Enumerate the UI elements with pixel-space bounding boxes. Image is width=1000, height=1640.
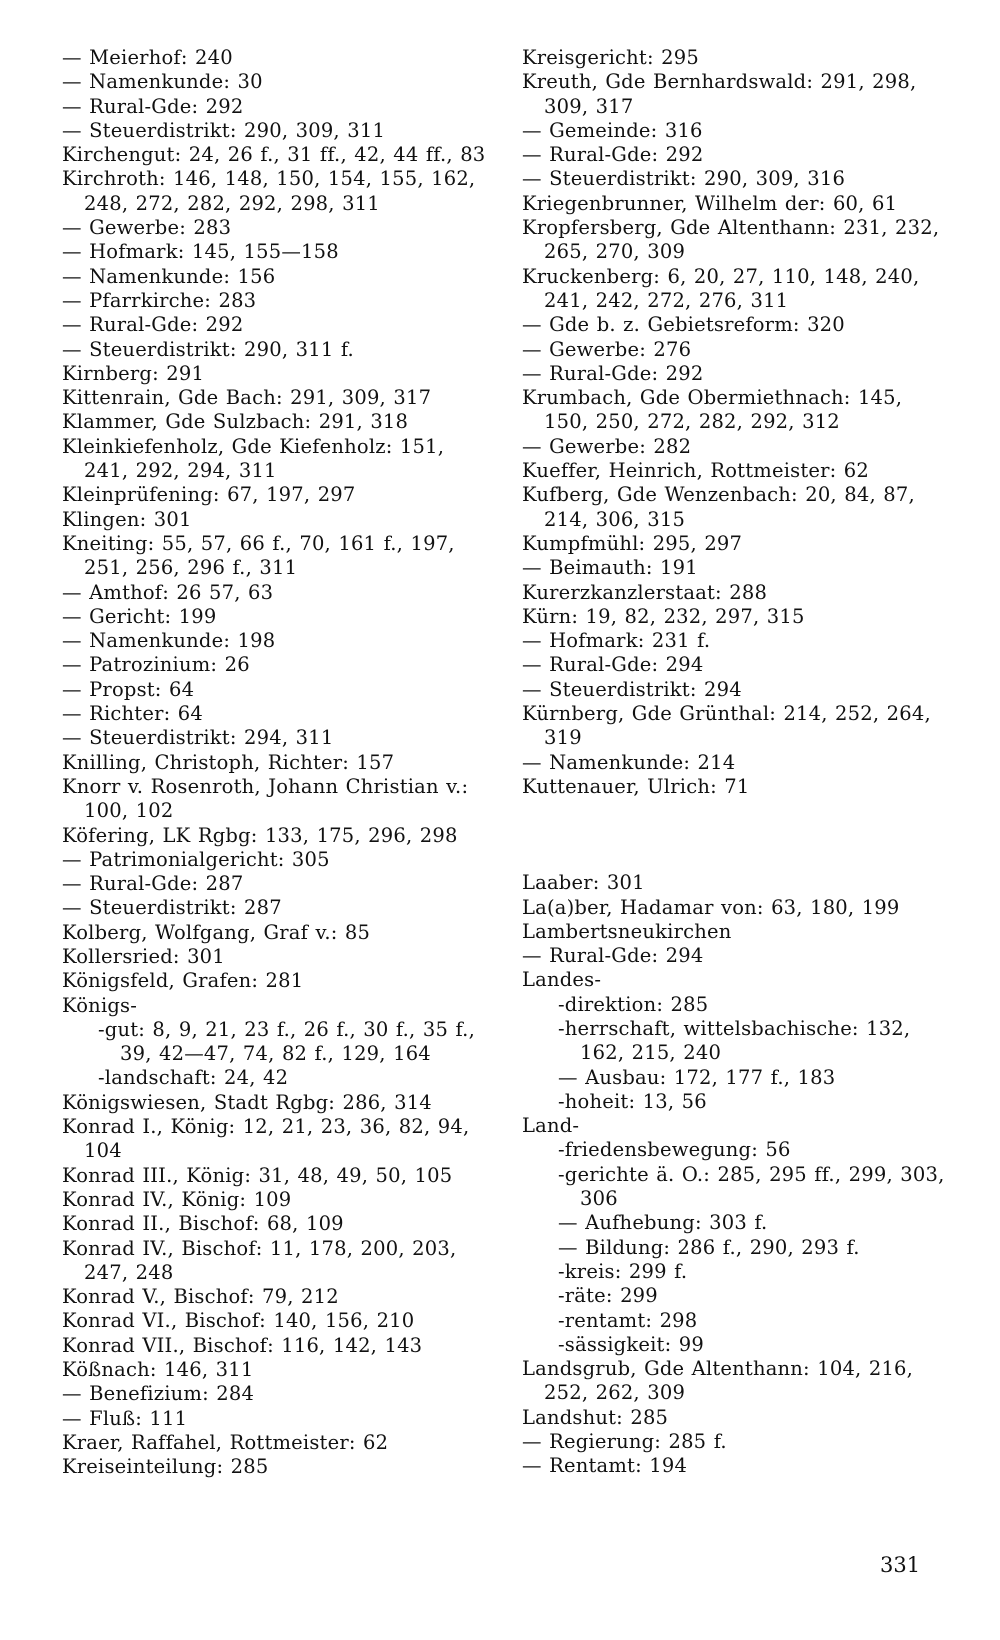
index-entry: Knorr v. Rosenroth, Johann Christian v.: 100, 102 <box>62 774 469 823</box>
index-entry: Kreisgericht: 295 <box>522 46 699 69</box>
index-entry: — Hofmark: 145, 155—158 <box>62 240 339 264</box>
index-subentry: -landschaft: 24, 42 <box>98 1066 289 1090</box>
index-subentry: -kreis: 299 f. <box>558 1259 688 1283</box>
index-entry: — Benefizium: 284 <box>62 1382 255 1406</box>
index-entry: Kriegenbrunner, Wilhelm der: 60, 61 <box>522 191 898 215</box>
index-entry: Kürnberg, Gde Grünthal: 214, 252, 264, 319 <box>522 702 931 750</box>
index-entry: — Rural-Gde: 292 <box>62 313 244 337</box>
index-entry: Kreiseinteilung: 285 <box>62 1455 269 1479</box>
index-entry: — Namenkunde: 156 <box>62 264 276 288</box>
index-entry: Kuttenauer, Ulrich: 71 <box>522 774 750 798</box>
index-entry: Konrad IV., Bischof: 11, 178, 200, 203, 247, 248 <box>62 1236 457 1284</box>
section-gap <box>522 799 950 871</box>
index-entry: Landshut: 285 <box>522 1405 669 1429</box>
index-subentry: — Aufhebung: 303 f. <box>558 1211 768 1235</box>
index-entry: — Namenkunde: 30 <box>62 70 263 94</box>
index-entry: Kumpfmühl: 295, 297 <box>522 531 743 555</box>
index-entry: — Regierung: 285 f. <box>522 1430 727 1454</box>
index-entry: — Gewerbe: 282 <box>522 434 692 458</box>
index-entry: Konrad V., Bischof: 79, 212 <box>62 1285 339 1309</box>
index-entry: — Gewerbe: 283 <box>62 216 232 240</box>
index-entry: Kleinkiefenholz, Gde Kiefenholz: 151, 241, 292, 294, 311 <box>62 434 445 483</box>
index-entry: Kropfersberg, Gde Altenthann: 231, 232, 265, 270, 309 <box>522 216 940 264</box>
index-entry: — Namenkunde: 198 <box>62 629 276 653</box>
index-entry: Kraer, Raffahel, Rottmeister: 62 <box>62 1430 389 1454</box>
index-subentry: -gut: 8, 9, 21, 23 f., 26 f., 30 f., 35 f., 39, 42—47, 74, 82 f., 129, 164 <box>98 1017 475 1066</box>
index-subentry: -rentamt: 298 <box>558 1308 698 1332</box>
index-subentry: — Bildung: 286 f., 290, 293 f. <box>558 1235 860 1259</box>
index-entry: — Patrozinium: 26 <box>62 653 250 677</box>
index-entry: Köfering, LK Rgbg: 133, 175, 296, 298 <box>62 823 458 847</box>
index-subentry: -sässigkeit: 99 <box>558 1332 704 1356</box>
index-entry: Kurerzkanzlerstaat: 288 <box>522 580 768 604</box>
index-entry: Laaber: 301 <box>522 871 645 895</box>
index-entry: Kneiting: 55, 57, 66 f., 70, 161 f., 197, 251, 256, 296 f., 311 <box>62 531 455 580</box>
index-entry: — Pfarrkirche: 283 <box>62 288 257 312</box>
index-entry: — Gemeinde: 316 <box>522 118 703 142</box>
index-entry: La(a)ber, Hadamar von: 63, 180, 199 <box>522 895 900 919</box>
index-entry: — Rural-Gde: 292 <box>522 361 704 385</box>
index-entry: — Steuerdistrikt: 290, 309, 311 <box>62 118 386 142</box>
index-entry: — Richter: 64 <box>62 702 203 726</box>
index-entry: Klammer, Gde Sulzbach: 291, 318 <box>62 410 409 434</box>
index-entry: Knilling, Christoph, Richter: 157 <box>62 750 395 774</box>
index-entry: Kueffer, Heinrich, Rottmeister: 62 <box>522 459 870 483</box>
index-entry: — Steuerdistrikt: 294, 311 <box>62 726 334 750</box>
index-entry: — Gewerbe: 276 <box>522 337 692 361</box>
index-entry: — Rural-Gde: 292 <box>522 143 704 167</box>
index-entry: — Beimauth: 191 <box>522 556 698 580</box>
index-entry: Land- <box>522 1114 580 1138</box>
index-entry: — Rural-Gde: 292 <box>62 94 244 118</box>
right-column <box>522 46 950 1479</box>
index-entry: Königsfeld, Grafen: 281 <box>62 969 304 993</box>
index-entry: — Steuerdistrikt: 294 <box>522 677 742 701</box>
index-entry: Kirchengut: 24, 26 f., 31 ff., 42, 44 ff., 83 <box>62 143 486 167</box>
right-column-k-section <box>522 46 950 799</box>
index-entry: Krumbach, Gde Obermiethnach: 145, 150, 250, 272, 282, 292, 312 <box>522 386 903 434</box>
index-entry: Kufberg, Gde Wenzenbach: 20, 84, 87, 214, 306, 315 <box>522 483 915 531</box>
index-entry: Konrad IV., König: 109 <box>62 1187 292 1211</box>
index-entry: Lambertsneukirchen <box>522 919 732 943</box>
index-subentry: — Ausbau: 172, 177 f., 183 <box>558 1065 836 1089</box>
index-entry: — Rural-Gde: 294 <box>522 944 704 968</box>
index-entry: — Meierhof: 240 <box>62 46 233 69</box>
index-subentry: -friedensbewegung: 56 <box>558 1138 791 1162</box>
index-entry: — Amthof: 26 57, 63 <box>62 580 274 604</box>
index-entry: Konrad III., König: 31, 48, 49, 50, 105 <box>62 1163 453 1187</box>
index-entry: Kruckenberg: 6, 20, 27, 110, 148, 240, 241, 242, 272, 276, 311 <box>522 264 920 312</box>
index-entry: — Steuerdistrikt: 290, 311 f. <box>62 337 354 361</box>
index-entry: — Fluß: 111 <box>62 1406 188 1430</box>
right-column-l-section <box>522 871 950 1478</box>
index-entry: Konrad I., König: 12, 21, 23, 36, 82, 94, 104 <box>62 1115 470 1163</box>
index-entry: — Namenkunde: 214 <box>522 750 736 774</box>
index-entry: Klingen: 301 <box>62 507 192 531</box>
index-entry: — Propst: 64 <box>62 677 195 701</box>
index-entry: — Rural-Gde: 294 <box>522 653 704 677</box>
index-entry: — Rural-Gde: 287 <box>62 872 244 896</box>
index-entry: Kirchroth: 146, 148, 150, 154, 155, 162, 248, 272, 282, 292, 298, 311 <box>62 167 476 215</box>
left-column <box>62 46 490 1480</box>
index-subentry: -räte: 299 <box>558 1284 658 1308</box>
index-entry: Kleinprüfening: 67, 197, 297 <box>62 483 356 507</box>
index-entry: Kittenrain, Gde Bach: 291, 309, 317 <box>62 386 432 410</box>
index-entry: — Rentamt: 194 <box>522 1454 688 1478</box>
index-subentry: -herrschaft, wittelsbachische: 132, 162, 215, 240 <box>558 1016 911 1065</box>
index-entry: — Patrimonialgericht: 305 <box>62 847 330 871</box>
page-number: 331 <box>880 1553 921 1577</box>
index-entry: Kirnberg: 291 <box>62 361 205 385</box>
index-entry: Landes- <box>522 968 602 992</box>
index-entry: Königswiesen, Stadt Rgbg: 286, 314 <box>62 1090 432 1114</box>
index-entry: Kreuth, Gde Bernhardswald: 291, 298, 309, 317 <box>522 70 917 118</box>
index-entry: — Hofmark: 231 f. <box>522 629 711 653</box>
index-entry: — Steuerdistrikt: 290, 309, 316 <box>522 167 846 191</box>
index-entry: Landsgrub, Gde Altenthann: 104, 216, 252, 262, 309 <box>522 1357 914 1405</box>
index-entry: Konrad VII., Bischof: 116, 142, 143 <box>62 1333 423 1357</box>
index-entry: — Steuerdistrikt: 287 <box>62 896 282 920</box>
index-entry: Kößnach: 146, 311 <box>62 1358 254 1382</box>
index-entry: Kollersried: 301 <box>62 944 225 968</box>
index-entry: Kolberg, Wolfgang, Graf v.: 85 <box>62 920 371 944</box>
index-entry: — Gericht: 199 <box>62 604 217 628</box>
index-entry: Kürn: 19, 82, 232, 297, 315 <box>522 604 805 628</box>
index-entry: — Gde b. z. Gebietsreform: 320 <box>522 313 845 337</box>
index-subentry: -direktion: 285 <box>558 992 709 1016</box>
index-entry: Konrad VI., Bischof: 140, 156, 210 <box>62 1309 415 1333</box>
index-subentry: -gerichte ä. O.: 285, 295 ff., 299, 303, 306 <box>558 1162 945 1211</box>
index-subentry: -hoheit: 13, 56 <box>558 1089 707 1113</box>
index-entry: Königs- <box>62 993 138 1017</box>
index-entry: Konrad II., Bischof: 68, 109 <box>62 1212 344 1236</box>
